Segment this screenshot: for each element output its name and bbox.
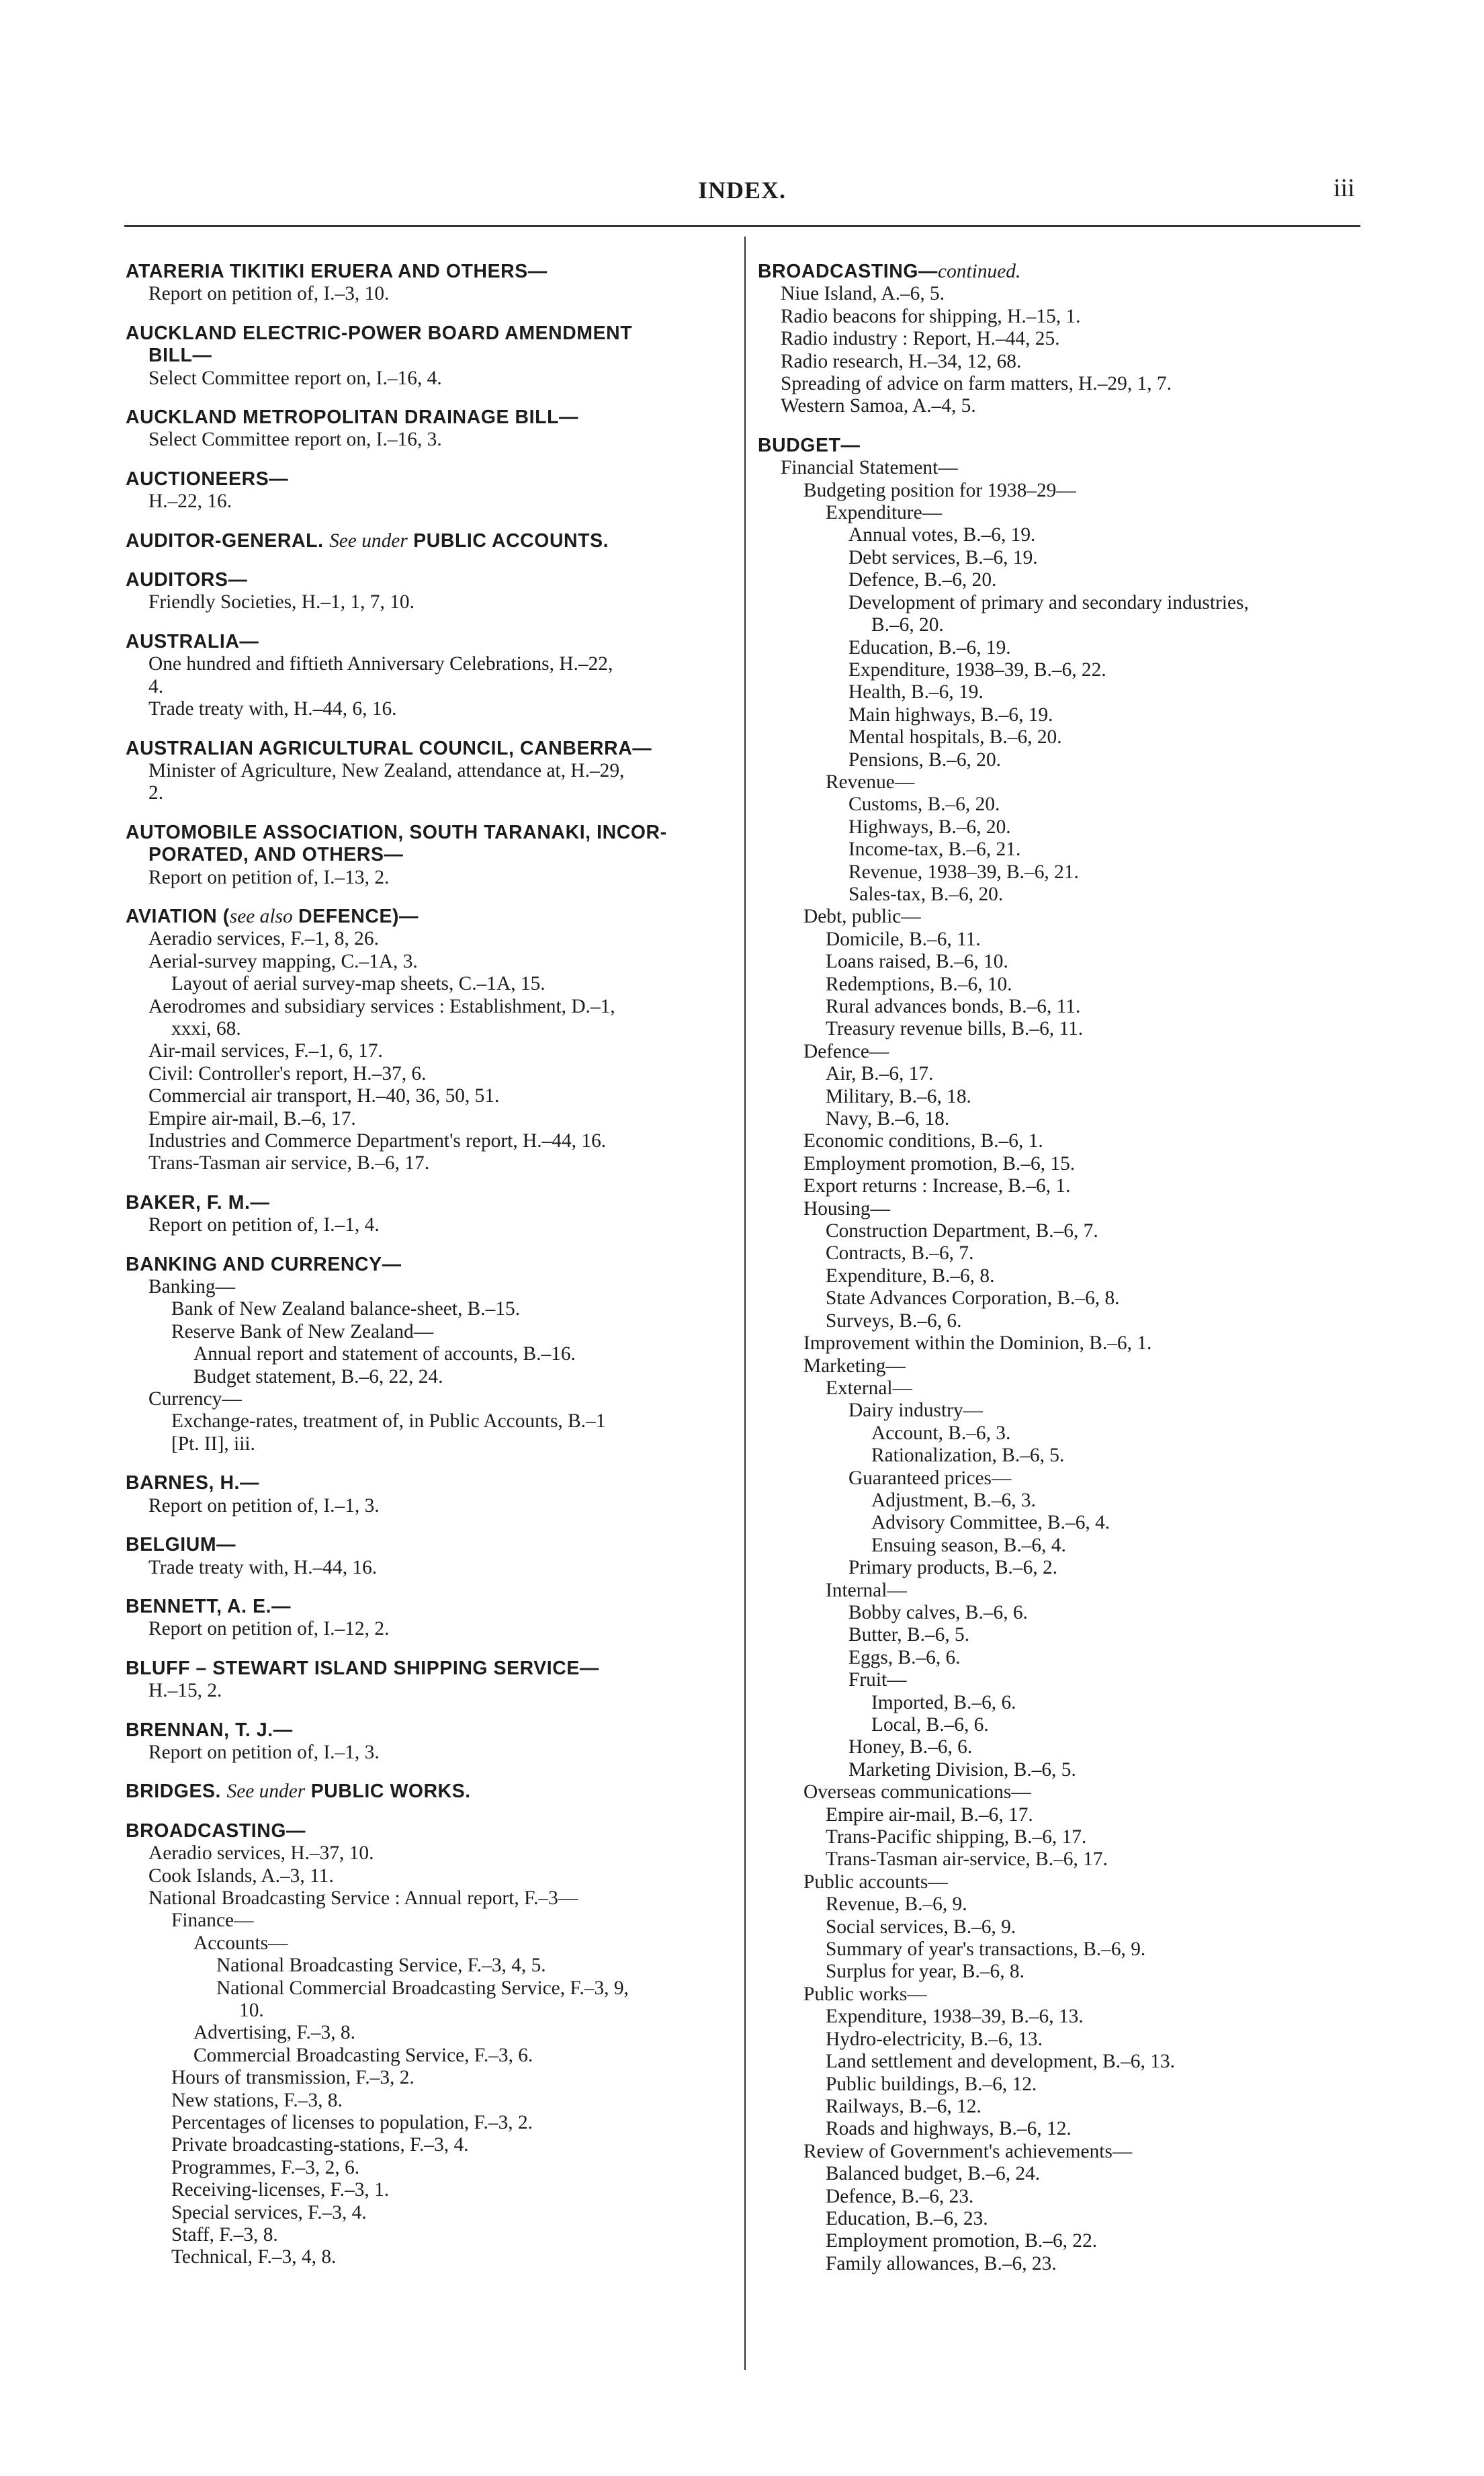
index-entry: Trans-Tasman air service, B.–6, 17. [148,1152,430,1175]
index-entry: Military, B.–6, 18. [826,1085,971,1107]
index-entry: Public buildings, B.–6, 12. [826,2073,1037,2095]
index-entry: 4. [148,675,164,697]
index-entry: Radio industry : Report, H.–44, 25. [781,328,1060,350]
index-heading: BLUFF – STEWART ISLAND SHIPPING SERVICE— [126,1657,599,1679]
index-heading [126,1781,734,1803]
index-heading: PORATED, AND OTHERS— [148,844,404,866]
index-entry: Income-tax, B.–6, 21. [848,839,1021,861]
index-entry: Health, B.–6, 19. [848,681,984,703]
index-entry: Butter, B.–6, 5. [848,1624,970,1646]
index-entry: Public works— [803,1983,927,2005]
index-entry: Hours of transmission, F.–3, 2. [171,2067,414,2089]
index-entry: Select Committee report on, I.–16, 3. [148,429,442,451]
index-entry: Main highways, B.–6, 19. [848,703,1053,726]
index-entry: Review of Government's achievements— [803,2140,1133,2162]
index-entry: Advisory Committee, B.–6, 4. [871,1512,1110,1534]
index-entry: B.–6, 20. [871,614,944,636]
index-heading [126,906,734,928]
index-entry: Summary of year's transactions, B.–6, 9. [826,1938,1146,1961]
index-entry: Report on petition of, I.–1, 3. [148,1494,380,1517]
index-heading: BARNES, H.— [126,1472,260,1494]
index-entry: Local, B.–6, 6. [871,1714,989,1736]
index-entry: Defence, B.–6, 20. [848,569,997,591]
index-entry: Trade treaty with, H.–44, 6, 16. [148,698,397,720]
index-heading: AUSTRALIA— [126,630,259,652]
running-title: INDEX. [697,177,786,204]
index-entry: Trade treaty with, H.–44, 16. [148,1556,378,1578]
index-entry: Staff, F.–3, 8. [171,2224,278,2246]
index-entry: Improvement within the Dominion, B.–6, 1. [803,1332,1152,1355]
heading-part: See under [226,1781,306,1803]
index-entry: Accounts— [193,1932,288,1954]
index-entry: Technical, F.–3, 4, 8. [171,2246,337,2268]
index-entry: Revenue, B.–6, 9. [826,1893,967,1916]
index-entry: State Advances Corporation, B.–6, 8. [826,1287,1120,1310]
index-entry: Domicile, B.–6, 11. [826,928,981,950]
index-heading: BANKING AND CURRENCY— [126,1253,402,1275]
index-entry: Customs, B.–6, 20. [848,794,1000,816]
index-entry: Marketing Division, B.–6, 5. [848,1758,1076,1781]
index-entry: Railways, B.–6, 12. [826,2095,981,2117]
index-entry: Land settlement and development, B.–6, 13. [826,2051,1175,2073]
index-entry: Bank of New Zealand balance-sheet, B.–15. [171,1298,521,1320]
index-entry: National Commercial Broadcasting Service, F.–3, 9, [216,1977,629,1999]
index-entry: Balanced budget, B.–6, 24. [826,2163,1041,2185]
index-entry: Banking— [148,1276,235,1298]
index-entry: Percentages of licenses to population, F.–3, 2. [171,2112,533,2134]
index-entry: Spreading of advice on farm matters, H.–29, 1, 7. [781,373,1172,395]
index-entry: Roads and highways, B.–6, 12. [826,2118,1072,2140]
index-entry: External— [826,1377,912,1399]
index-entry: Friendly Societies, H.–1, 1, 7, 10. [148,591,414,613]
heading-part: See under [329,529,408,552]
index-entry: Account, B.–6, 3. [871,1422,1011,1444]
index-entry: Housing— [803,1197,891,1220]
index-entry: Treasury revenue bills, B.–6, 11. [826,1018,1084,1040]
index-entry: Financial Statement— [781,457,958,479]
index-entry: Report on petition of, I.–3, 10. [148,283,390,305]
index-entry: Navy, B.–6, 18. [826,1108,950,1130]
index-heading: AUTOMOBILE ASSOCIATION, SOUTH TARANAKI, INCOR- [126,821,667,843]
index-entry: Report on petition of, I.–1, 4. [148,1214,380,1236]
index-heading [126,530,734,552]
left-index-column [126,261,734,2269]
index-heading: BELGIUM— [126,1534,236,1556]
index-entry: Trans-Tasman air-service, B.–6, 17. [826,1848,1108,1871]
index-entry: Surveys, B.–6, 6. [826,1310,962,1332]
index-entry: Eggs, B.–6, 6. [848,1646,961,1668]
heading-part: AUDITOR-GENERAL. [126,529,330,552]
index-entry: Rationalization, B.–6, 5. [871,1445,1065,1467]
index-entry: Ensuing season, B.–6, 4. [871,1534,1066,1556]
index-entry: Commercial air transport, H.–40, 36, 50, 51. [148,1085,500,1107]
index-entry: Social services, B.–6, 9. [826,1916,1016,1938]
heading-part: continued. [938,261,1021,282]
index-heading: BAKER, F. M.— [126,1191,270,1213]
index-entry: Bobby calves, B.–6, 6. [848,1601,1028,1623]
index-entry: Aeradio services, F.–1, 8, 26. [148,928,379,950]
index-entry: 2. [148,782,164,804]
index-entry: Education, B.–6, 19. [848,636,1011,658]
index-entry: Expenditure, 1938–39, B.–6, 13. [826,2006,1084,2028]
index-heading: BENNETT, A. E.— [126,1595,292,1617]
index-entry: Expenditure— [826,502,943,524]
heading-part: BRIDGES. [126,1781,227,1803]
heading-part: AVIATION ( [126,905,230,927]
index-entry: Report on petition of, I.–12, 2. [148,1618,390,1640]
index-entry: Western Samoa, A.–4, 5. [781,395,976,417]
index-entry: Annual report and statement of accounts, B.–16. [193,1343,576,1365]
index-entry: Redemptions, B.–6, 10. [826,973,1012,995]
index-entry: Civil: Controller's report, H.–37, 6. [148,1062,427,1084]
index-entry: Development of primary and secondary industries, [848,591,1249,613]
index-entry: Honey, B.–6, 6. [848,1736,973,1758]
index-entry: Internal— [826,1579,907,1601]
heading-part: PUBLIC ACCOUNTS. [407,529,609,552]
column-divider [744,237,746,2370]
index-entry: Receiving-licenses, F.–3, 1. [171,2179,390,2201]
index-entry: xxxi, 68. [171,1017,241,1039]
index-entry: Dairy industry— [848,1400,983,1422]
index-entry: Industries and Commerce Department's report, H.–44, 16. [148,1130,607,1152]
heading-part: BROADCASTING— [758,261,939,282]
index-entry: Mental hospitals, B.–6, 20. [848,726,1062,749]
header-rule [124,225,1360,227]
index-entry: Defence, B.–6, 23. [826,2185,974,2207]
index-entry: Debt services, B.–6, 19. [848,546,1038,568]
index-entry: Radio beacons for shipping, H.–15, 1. [781,305,1081,327]
heading-part: see also [229,905,293,927]
index-entry: Annual votes, B.–6, 19. [848,524,1036,546]
index-heading: BRENNAN, T. J.— [126,1719,293,1741]
index-entry: Special services, F.–3, 4. [171,2201,367,2223]
index-entry: Sales-tax, B.–6, 20. [848,883,1004,905]
index-entry: Economic conditions, B.–6, 1. [803,1130,1043,1152]
index-entry: Construction Department, B.–6, 7. [826,1220,1098,1242]
index-entry: Select Committee report on, I.–16, 4. [148,367,442,389]
index-entry: Family allowances, B.–6, 23. [826,2252,1057,2274]
index-entry: Aeradio services, H.–37, 10. [148,1842,374,1865]
index-entry: Empire air-mail, B.–6, 17. [148,1107,356,1129]
index-entry: Radio research, H.–34, 12, 68. [781,350,1022,372]
heading-part: DEFENCE)— [292,905,419,927]
index-entry: Pensions, B.–6, 20. [848,749,1001,771]
index-entry: Defence— [803,1040,889,1062]
index-heading: BUDGET— [758,434,861,456]
index-entry: Hydro-electricity, B.–6, 13. [826,2028,1043,2050]
index-entry: Imported, B.–6, 6. [871,1691,1016,1713]
index-heading: BROADCASTING— [126,1820,306,1842]
index-entry: Budget statement, B.–6, 22, 24. [193,1365,443,1388]
index-entry: National Broadcasting Service, F.–3, 4, 5. [216,1955,546,1977]
index-entry: Cook Islands, A.–3, 11. [148,1865,334,1887]
index-entry: Overseas communications— [803,1781,1031,1803]
index-entry: Private broadcasting-stations, F.–3, 4. [171,2134,469,2156]
index-entry: Adjustment, B.–6, 3. [871,1489,1036,1511]
index-entry: Contracts, B.–6, 7. [826,1242,974,1265]
index-entry: Revenue— [826,771,915,793]
index-entry: Reserve Bank of New Zealand— [171,1320,434,1342]
index-entry: Guaranteed prices— [848,1467,1012,1489]
index-entry: Commercial Broadcasting Service, F.–3, 6. [193,2044,533,2066]
index-entry: Expenditure, B.–6, 8. [826,1265,995,1287]
right-index-column [758,261,1369,2275]
index-entry: New stations, F.–3, 8. [171,2089,343,2111]
index-heading [758,261,1369,283]
index-entry: 10. [239,2000,264,2021]
index-entry: Marketing— [803,1355,906,1377]
index-entry: Expenditure, 1938–39, B.–6, 22. [848,658,1106,681]
heading-part: PUBLIC WORKS. [305,1781,471,1803]
index-entry: Air-mail services, F.–1, 6, 17. [148,1040,383,1062]
index-entry: Fruit— [848,1669,907,1691]
index-entry: Trans-Pacific shipping, B.–6, 17. [826,1826,1087,1848]
index-entry: H.–22, 16. [148,490,232,513]
index-entry: Minister of Agriculture, New Zealand, attendance at, H.–29, [148,759,625,781]
index-entry: Public accounts— [803,1871,948,1893]
index-entry: Debt, public— [803,906,921,928]
index-entry: Air, B.–6, 17. [826,1063,934,1085]
index-heading: ATARERIA TIKITIKI ERUERA AND OTHERS— [126,261,548,282]
index-entry: [Pt. II], iii. [171,1433,255,1455]
index-entry: Report on petition of, I.–1, 3. [148,1741,380,1763]
index-entry: One hundred and fiftieth Anniversary Celebrations, H.–22, [148,653,613,675]
index-heading: AUDITORS— [126,569,248,591]
index-entry: Report on petition of, I.–13, 2. [148,866,390,888]
index-entry: Currency— [148,1388,242,1410]
index-entry: Exchange-rates, treatment of, in Public Accounts, B.–1 [171,1410,606,1433]
index-entry: Export returns : Increase, B.–6, 1. [803,1175,1071,1197]
index-entry: Aerial-survey mapping, C.–1A, 3. [148,950,418,972]
index-entry: Surplus for year, B.–6, 8. [826,1961,1024,1983]
index-entry: Budgeting position for 1938–29— [803,479,1076,501]
index-entry: Revenue, 1938–39, B.–6, 21. [848,861,1079,883]
index-entry: Primary products, B.–6, 2. [848,1557,1058,1579]
index-entry: Advertising, F.–3, 8. [193,2022,355,2044]
index-entry: Empire air-mail, B.–6, 17. [826,1803,1033,1826]
index-entry: Loans raised, B.–6, 10. [826,951,1008,973]
index-entry: Highways, B.–6, 20. [848,816,1011,838]
index-entry: H.–15, 2. [148,1680,222,1702]
index-heading: BILL— [148,345,212,367]
index-heading: AUSTRALIAN AGRICULTURAL COUNCIL, CANBERRA— [126,737,652,759]
index-heading: AUCTIONEERS— [126,468,289,490]
index-entry: Niue Island, A.–6, 5. [781,283,945,305]
index-heading: AUCKLAND ELECTRIC-POWER BOARD AMENDMENT [126,322,633,344]
index-entry: Layout of aerial survey-map sheets, C.–1A, 15. [171,973,545,995]
index-entry: National Broadcasting Service : Annual report, F.–3— [148,1887,578,1909]
page-number: iii [1334,174,1355,202]
index-entry: Education, B.–6, 23. [826,2207,988,2229]
index-entry: Employment promotion, B.–6, 15. [803,1152,1076,1175]
index-heading: AUCKLAND METROPOLITAN DRAINAGE BILL— [126,407,579,429]
index-entry: Aerodromes and subsidiary services : Establishment, D.–1, [148,995,615,1017]
index-entry: Employment promotion, B.–6, 22. [826,2230,1098,2252]
index-entry: Rural advances bonds, B.–6, 11. [826,996,1081,1017]
index-entry: Finance— [171,1910,254,1932]
index-entry: Programmes, F.–3, 2, 6. [171,2156,360,2178]
